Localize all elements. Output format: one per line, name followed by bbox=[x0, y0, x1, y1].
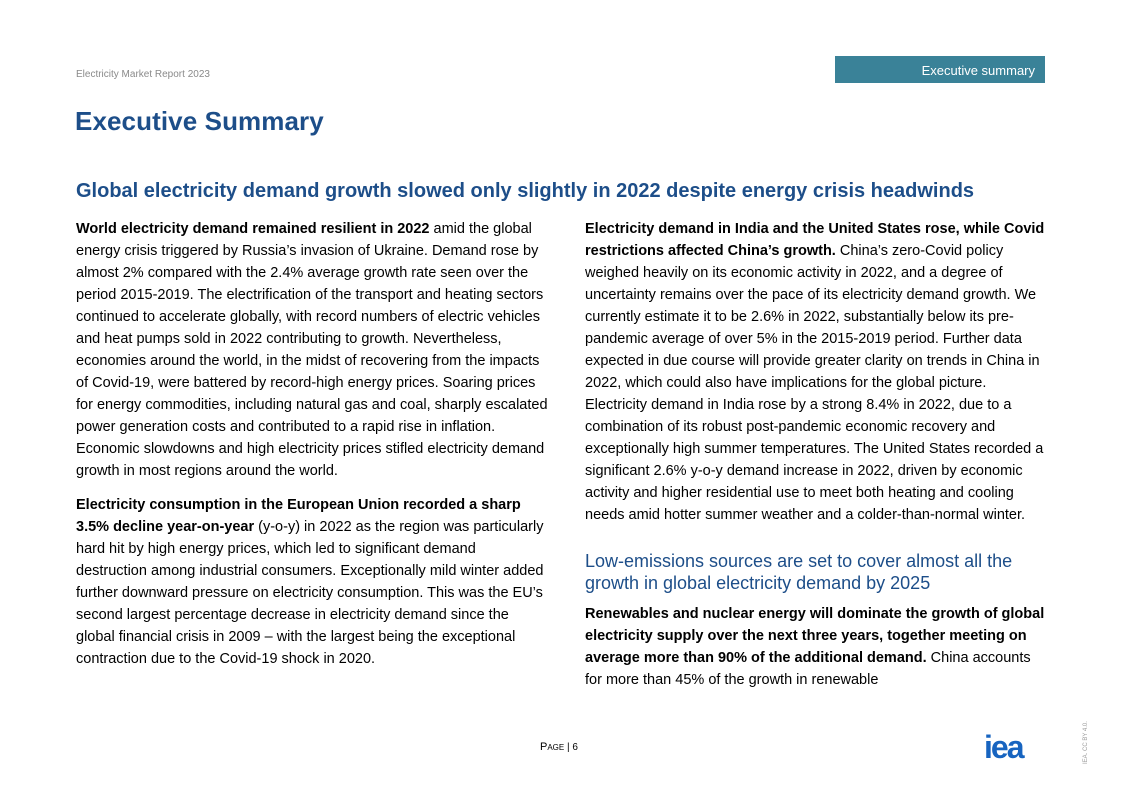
paragraph-eu-consumption bbox=[76, 494, 548, 670]
paragraph-lead: Electricity consumption in the European Union recorded a sharp 3.5% decline year-on-year bbox=[76, 497, 521, 535]
paragraph-lead: World electricity demand remained resilient in 2022 bbox=[76, 221, 430, 237]
paragraph-body: (y-o-y) in 2022 as the region was particularly hard hit by high energy prices, which led to significant demand destruction among industrial consumers. Exceptionally mild winter added further downward pressure on electricity consumption. This was the EU’s second largest percentage decrease in electricity demand since the global financial crisis in 2009 – with the largest being the exceptional contraction due to the Covid-19 shock in 2020. bbox=[76, 519, 544, 667]
report-name: Electricity Market Report 2023 bbox=[76, 69, 210, 80]
paragraph-india-us-china bbox=[585, 218, 1047, 526]
paragraph-body: China accounts for more than 45% of the growth in renewable bbox=[585, 650, 1031, 688]
sub-heading-low-emissions: Low-emissions sources are set to cover almost all the growth in global electricity demand by 2025 bbox=[585, 551, 1013, 593]
paragraph-body: amid the global energy crisis triggered by Russia’s invasion of Ukraine. Demand rose by almost 2% compared with the 2.4% average growth rate seen over the period 2015-2019. The electrification of the transport and heating sectors continued to accelerate globally, with record numbers of electric vehicles and heat pumps sold in 2022 contributing to growth. Nevertheless, economies around the world, in the midst of recovering from the impacts of Covid-19, were battered by record-high energy prices. Soaring prices for energy commodities, including natural gas and coal, sharply escalated power generation costs and contributed to a rapid rise in inflation. Economic slowdowns and high electricity prices stifled electricity demand growth in most regions around the world. bbox=[76, 221, 548, 479]
paragraph-lead: Electricity demand in India and the United States rose, while Covid restrictions affected China’s growth. bbox=[585, 221, 1045, 259]
page-number-value: 6 bbox=[572, 742, 578, 753]
right-column bbox=[585, 218, 1047, 703]
paragraph-lead: Renewables and nuclear energy will dominate the growth of global electricity supply over the next three years, together meeting on average more than 90% of the additional demand. bbox=[585, 606, 1045, 666]
section-heading: Global electricity demand growth slowed only slightly in 2022 despite energy crisis headwinds bbox=[76, 180, 975, 202]
page-number bbox=[540, 741, 578, 753]
paragraph-body: China’s zero-Covid policy weighed heavily on its economic activity in 2022, and a degree of uncertainty remains over the pace of its electricity demand growth. We currently estimate it to be 2.6% in 2022, substantially below its pre-pandemic average of over 5% in the 2015-2019 period. Further data expected in due course will provide greater clarity on trends in China in 2022, which could also have implications for the global picture. Electricity demand in India rose by a strong 8.4% in 2022, due to a combination of its robust post-pandemic economic recovery and exceptionally high summer temperatures. The United States recorded a significant 2.6% y-o-y demand increase in 2022, driven by economic activity and higher residential use to meet both heating and cooling needs amid hotter summer weather and a colder-than-normal winter. bbox=[585, 243, 1044, 523]
paragraph-renewables-nuclear bbox=[585, 603, 1047, 691]
license-text: IEA. CC BY 4.0. bbox=[1083, 721, 1089, 764]
paragraph-world-demand bbox=[76, 218, 548, 482]
section-tab: Executive summary bbox=[835, 56, 1045, 83]
iea-logo bbox=[984, 733, 1046, 761]
page-title: Executive Summary bbox=[75, 106, 324, 136]
page-separator: | bbox=[564, 742, 573, 753]
iea-logo-text: iea bbox=[984, 733, 1023, 761]
left-column bbox=[76, 218, 548, 682]
page-label: Page bbox=[540, 741, 565, 753]
